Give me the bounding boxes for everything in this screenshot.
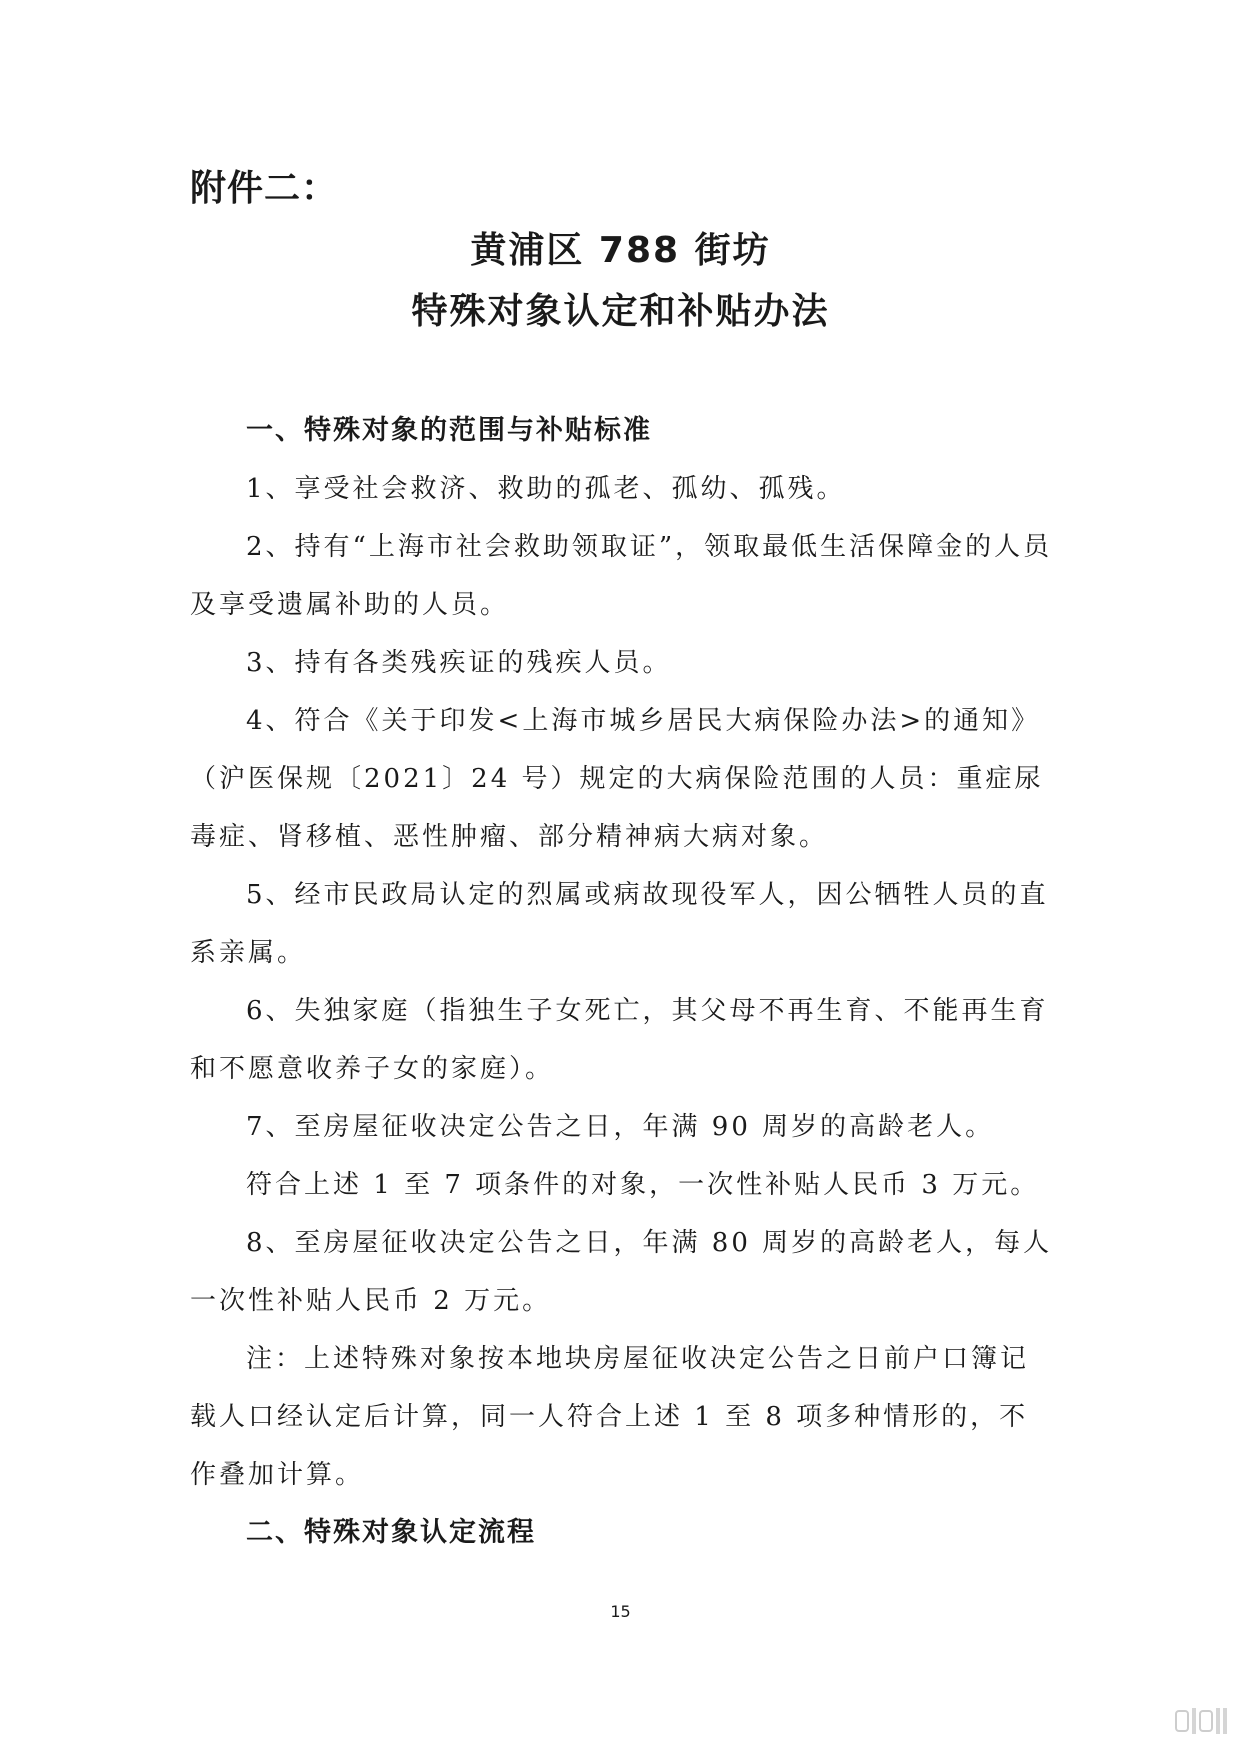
document-title-line2: 特殊对象认定和补贴办法 [411,291,830,332]
platform-watermark-icon [1175,1708,1227,1734]
document-body [190,402,1054,1562]
paragraph-item-4: 4、符合《关于印发<上海市城乡居民大病保险办法>的通知》（沪医保规〔2021〕24 号）规定的大病保险范围的人员：重症尿毒症、肾移植、恶性肿瘤、部分精神病大病对象。 [190,706,1044,852]
paragraph-item-3: 3、持有各类残疾证的残疾人员。 [246,648,672,678]
watermark-bar-icon [1216,1708,1220,1734]
paragraph-subsidy-summary: 符合上述 1 至 7 项条件的对象，一次性补贴人民币 3 万元。 [246,1170,1040,1200]
watermark-bar-icon [1223,1708,1227,1734]
paragraph-item-8: 8、至房屋征收决定公告之日，年满 80 周岁的高龄老人，每人一次性补贴人民币 2 万元。 [190,1228,1053,1316]
section-heading-2: 二、特殊对象认定流程 [246,1517,536,1548]
watermark-bar-icon [1192,1708,1196,1734]
section-heading-1: 一、特殊对象的范围与补贴标准 [246,415,652,446]
page-number: 15 [610,1602,631,1621]
paragraph-item-1: 1、享受社会救济、救助的孤老、孤幼、孤残。 [246,474,846,504]
document-title-line1: 黄浦区 788 街坊 [470,230,771,271]
paragraph-item-2: 2、持有“上海市社会救助领取证”，领取最低生活保障金的人员及享受遗属补助的人员。 [190,532,1053,620]
watermark-box-icon [1199,1710,1213,1732]
paragraph-note: 注：上述特殊对象按本地块房屋征收决定公告之日前户口簿记载人口经认定后计算，同一人符合上述 1 至 8 项多种情形的，不作叠加计算。 [190,1344,1030,1490]
attachment-label: 附件二： [190,168,339,209]
watermark-box-icon [1175,1710,1189,1732]
paragraph-item-7: 7、至房屋征收决定公告之日，年满 90 周岁的高龄老人。 [246,1112,995,1142]
paragraph-item-6: 6、失独家庭（指独生子女死亡，其父母不再生育、不能再生育和不愿意收养子女的家庭）。 [190,996,1049,1084]
paragraph-item-5: 5、经市民政局认定的烈属或病故现役军人，因公牺牲人员的直系亲属。 [190,880,1049,968]
